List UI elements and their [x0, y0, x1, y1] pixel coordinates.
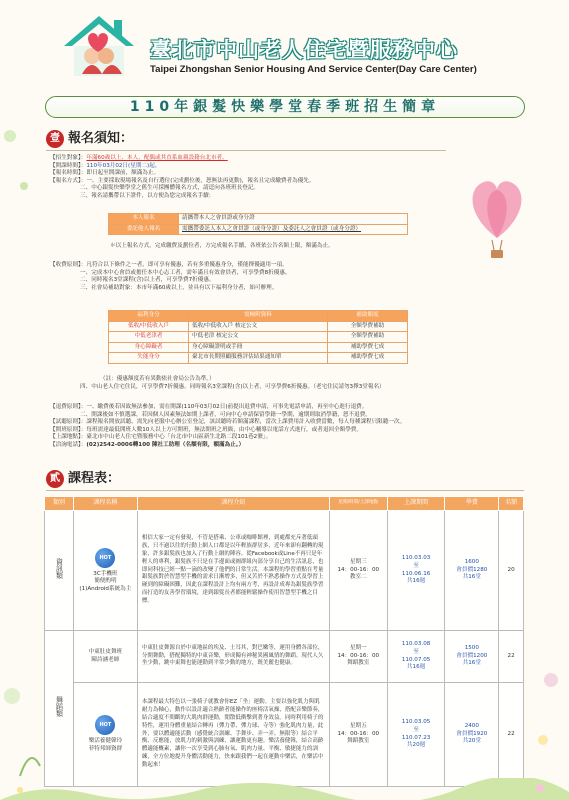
table-cell: 委託他人報名 [109, 224, 179, 235]
category-label: 資訊類 [55, 557, 64, 579]
fee-line [50, 285, 291, 293]
course-fee: 2400 會員價1920 共20堂 [445, 683, 499, 787]
info-label: 【洽詢電話】： [50, 441, 87, 448]
hot-badge-icon: HOT [95, 548, 115, 568]
info-text: 臺北市中山老人住宅暨服務中心「台北市中山區新生北路二段101巷2號」。 [86, 434, 272, 441]
table-cell: 身心障礙證明或手冊 [189, 342, 328, 353]
table-row [109, 353, 408, 364]
rule-line [50, 434, 405, 442]
section-divider [46, 150, 446, 151]
table-cell: 全額學費補助 [328, 332, 408, 343]
decorative-flowers-right [525, 380, 569, 800]
page-header [0, 0, 569, 92]
fee-line [50, 270, 291, 278]
info-label: 【招生對象】： [50, 155, 87, 161]
house-logo-icon [58, 12, 140, 82]
table-row [109, 332, 408, 343]
course-period: 110.03.05 至 110.07.23 共20週 [387, 683, 445, 787]
info-label: 【開班原則】： [50, 426, 87, 433]
subsidy-table [108, 310, 408, 364]
info-label: 【試聽原則】： [50, 419, 87, 426]
course-fee: 1500 會員價1200 共16堂 [445, 631, 499, 683]
table-cell: 低收/中低收入戶 核定公文 [189, 321, 328, 332]
info-text: 一、主要採取現場報名及自行選位(完成劃位後，恕無法再更動)，報名且完成繳費者為優先。 [86, 177, 315, 184]
table-header-row [109, 311, 408, 322]
table-cell: 低收/中低收入戶 [109, 321, 189, 332]
course-time: 星期五 14：00-16：00 舞蹈教室 [329, 683, 387, 787]
note-block [110, 243, 334, 251]
section-title: 報名須知： [68, 131, 134, 147]
course-description: 相信大家一定有發現，不管是搭乘、公車或咖啡館裡，到處都充斥著低頭族，只不過以往的行動上網人口都是以年輕族群居多，近年來卻有翻轉的現象，許多銀髮族也加入了行動上網的陣容。從Facebook或Line不再只是年輕人的專利，銀髮族不只是在手邊面或圖群組內部分享自己的生活訊息，也即同科技已經一點一滴的改變了他們的日常生活。本課程的學習重點在考量銀髮族對於智慧型手機的需求日漸增多，但又苦於不熟悉操作方式及學習上碰到的障礙困難，因此在課程設計上均有兩方考，再設計成專為銀髮族學習而打造的友善學習環境，達到銀髮長者都能輕鬆操作使用智慧型手機之目標。 [137, 511, 329, 631]
course-fee: 1600 會員價1280 共16堂 [445, 511, 499, 631]
table-cell: 中低老津者 [109, 332, 189, 343]
info-text: 三、社會局補助對象：本市年滿60歲以上，並具有以下福利身分者，始可辦理。 [80, 284, 278, 291]
table-row [109, 321, 408, 332]
table-cell: 臺北市長期照顧服務評估結果通知單 [189, 353, 328, 364]
hot-badge-icon: HOT [95, 715, 115, 735]
heart-balloon-icon [462, 168, 532, 263]
column-header: 課程介紹 [137, 497, 329, 511]
table-cell: 身心障礙者 [109, 342, 189, 353]
info-label: 【報名時間】： [50, 170, 87, 177]
fee-line [50, 262, 291, 270]
column-header: 上課期間 [387, 497, 445, 511]
info-text: 二、中心銀髮快樂學堂之舊生可採團體報名方式，請逕向各班班長登記。 [80, 185, 260, 192]
table-row [45, 511, 524, 631]
center-title-chinese: 臺北市中山老人住宅暨服務中心 [150, 38, 458, 62]
registration-info-block [50, 155, 314, 200]
course-table [44, 496, 524, 787]
info-label: 【上課地點】： [50, 434, 87, 441]
info-text: (02)2542-0006轉100 陳社工助理（名額有限，額滿為止。） [86, 441, 245, 448]
id-requirements-table [108, 213, 408, 235]
column-header: 福利身分 [109, 311, 189, 322]
table-cell: 本人報名 [109, 214, 179, 225]
resident-discount-note: 四、中山老人住宅住民，可享學費7折優惠。同時報名3堂課程(含)以上者，可享學費6折優惠。（老宅住民請勿3擇3堂報名） [80, 383, 385, 390]
info-line-start-date [50, 163, 314, 171]
course-name-cell [73, 511, 137, 631]
info-text: 年滿60歲以上、本人、配偶或其直系血親設籍台北市者。 [86, 155, 228, 161]
brochure-banner-title: 110年銀髮快樂學堂春季班招生簡章 [45, 96, 525, 118]
rule-line [50, 419, 405, 427]
column-header: 課程名稱 [73, 497, 137, 511]
info-text: 110年03月02日(星期二)起。 [86, 162, 161, 169]
course-description: 本課程最大特色以一張椅子就教會你EZ「坐」運動。主要以強化肌力與肌耐力為軸心，動作以設計適合熟齡者能操作的座椅活氧操，搭配音樂節奏，結合適度不間斷的大肌肉群運動，閒散低衝擊到著身效益。同時利用椅子的特性，運用身體重量結合轉再（彈力帶、彈力球、寺等）強化肌肉力量，此外，要以體適能活動（感覺統合訓練、手舞步、弄一弄、無限等）結合平衡、反應能，放肌力的刺激與訓練，讓運動更有趣。樂活養健韓，結合高齡體適能概素，讓你一次享受到心肺有氧、肌肉力量、平衡、敏捷能力的訓練，全方位地提升身體活動能力，快來跟我們一起在運動中樂活，在樂活中動起來！ [137, 683, 329, 787]
table-row [109, 342, 408, 353]
course-name-cell [73, 631, 137, 683]
info-text: 二、開課後如不慎選課，若因個人因素無法如期上課者，可向中心申請保留學籍一學期，逾期則取消學籍，恕不退費。 [80, 411, 371, 418]
table-row [109, 224, 408, 235]
fee-rules-block [50, 262, 291, 292]
course-time: 星期一 14：00-16：00 舞蹈教室 [329, 631, 387, 683]
table-cell: 失能身分 [109, 353, 189, 364]
subsidy-note-block [80, 376, 385, 391]
table-header-row [45, 497, 524, 511]
info-text: 每班需達最低開班人數10人以上方可開班，無法開班之班級，由中心輔導以電話方式進行，或者退回全額學費。 [86, 426, 362, 433]
course-name-cell [73, 683, 137, 787]
registration-note: ＊以上報名方式，完成繳費及劃位者，方完成報名手續，各班依公告名額上限，額滿為止。 [110, 243, 334, 249]
column-header: 名額 [499, 497, 524, 511]
course-quota: 22 [499, 683, 524, 787]
table-cell: 補助學費七成 [328, 353, 408, 364]
table-cell: 請攜帶本人之會員證或身分證 [179, 214, 408, 225]
info-text: 課程報名開放試聽，需先向老服中心辦公室登記，該試聽時若額滿課程，當次上課費用計入收費當數，每人每種課程只限聽一次。 [86, 419, 406, 426]
section-divider [46, 490, 524, 491]
course-name: 樂活養健韓玲 菲特邦師資群 [88, 738, 123, 752]
subsidy-note: （註：優惠額度若有異動依社會局公告為準。） [100, 376, 215, 382]
info-line-group-registration [50, 185, 314, 193]
table-row [45, 683, 524, 787]
table-cell: 需攜帶委託人本人之會員證（或身分證）及委託人之會員證（或身分證） [179, 224, 408, 235]
info-line-registration-time [50, 170, 314, 178]
column-header: 補助額度 [328, 311, 408, 322]
info-text: 凡符合以下條件之一者，即可享有優惠，若有多重優惠身分，僅能擇優適用一項。 [86, 262, 288, 268]
section-title: 課程表： [68, 471, 121, 487]
course-period: 110.03.03 至 110.06.16 共16週 [387, 511, 445, 631]
rule-line [50, 412, 405, 420]
decorative-leaves-left [0, 96, 44, 796]
course-description: 中東肚皮舞源自於中東地區的埃及、土耳其，對巴嫩等，運用身體各部位，分開舞動，搭配獨特的中東音樂，形成獨有神秘異國風情的舞蹈。現代人久坐少動，跳中東舞也能運動到平常少動的地方，既美麗也健康。 [137, 631, 329, 683]
info-line-target [50, 155, 314, 163]
info-label: 【收費原則】： [50, 262, 87, 268]
course-period: 110.03.08 至 110.07.05 共16週 [387, 631, 445, 683]
info-text: 三、報名請攜帶以下證件，以方便為您完成報名手續： [80, 192, 215, 199]
table-cell: 全額學費補助 [328, 321, 408, 332]
info-text: 二、同時報名3堂課程(含)以上者，可享學費7折優惠。 [80, 277, 215, 284]
column-header: 學費 [445, 497, 499, 511]
table-cell: 補助學費七成 [328, 342, 408, 353]
column-header: 星期/時間/上課地點 [329, 497, 387, 511]
section-number-badge: 貳 [46, 470, 64, 488]
course-name: 3C手機班 簡便酌明 (1)Android系統為主 [79, 570, 132, 592]
table-row [109, 214, 408, 225]
info-line-documents [50, 193, 314, 201]
section-number-badge: 壹 [46, 130, 64, 148]
rule-line [50, 442, 405, 450]
course-quota: 20 [499, 511, 524, 631]
course-quota: 22 [499, 631, 524, 683]
info-label: 【開課時間】： [50, 162, 87, 169]
fee-line [50, 277, 291, 285]
category-cell [45, 631, 74, 787]
info-text: 一、繳費後若因故無法參加，需在開課(110年03月02日)前提出退費申請，可事先電話申請，再至中心進行退費。 [86, 404, 368, 410]
table-cell: 中低老津 核定公文 [189, 332, 328, 343]
category-label: 舞蹈類 [55, 695, 64, 717]
decorative-grass [0, 778, 569, 800]
other-rules-block [50, 404, 405, 449]
section-course-heading [46, 470, 120, 488]
rule-line [50, 404, 405, 412]
info-text: 一、完成本中心會員或擔任本中心志工者，需年滿且有效會員者，可享學費8折優惠。 [80, 269, 291, 276]
center-title-english: Taipei Zhongshan Senior Housing And Service Center(Day Care Center) [150, 64, 477, 75]
section-registration-heading [46, 130, 133, 148]
table-row [45, 631, 524, 683]
info-text: 即日起至開課前，額滿為止。 [86, 170, 160, 177]
course-name: 中東肚皮舞班 陳詩涵老師 [88, 648, 123, 663]
column-header: 需檢附資料 [189, 311, 328, 322]
category-cell [45, 511, 74, 631]
course-time: 星期三 14：00-16：00 教室二 [329, 511, 387, 631]
info-label: 【退費原則】： [50, 404, 87, 410]
column-header: 類別 [45, 497, 74, 511]
info-label: 【報名方式】： [50, 177, 87, 184]
